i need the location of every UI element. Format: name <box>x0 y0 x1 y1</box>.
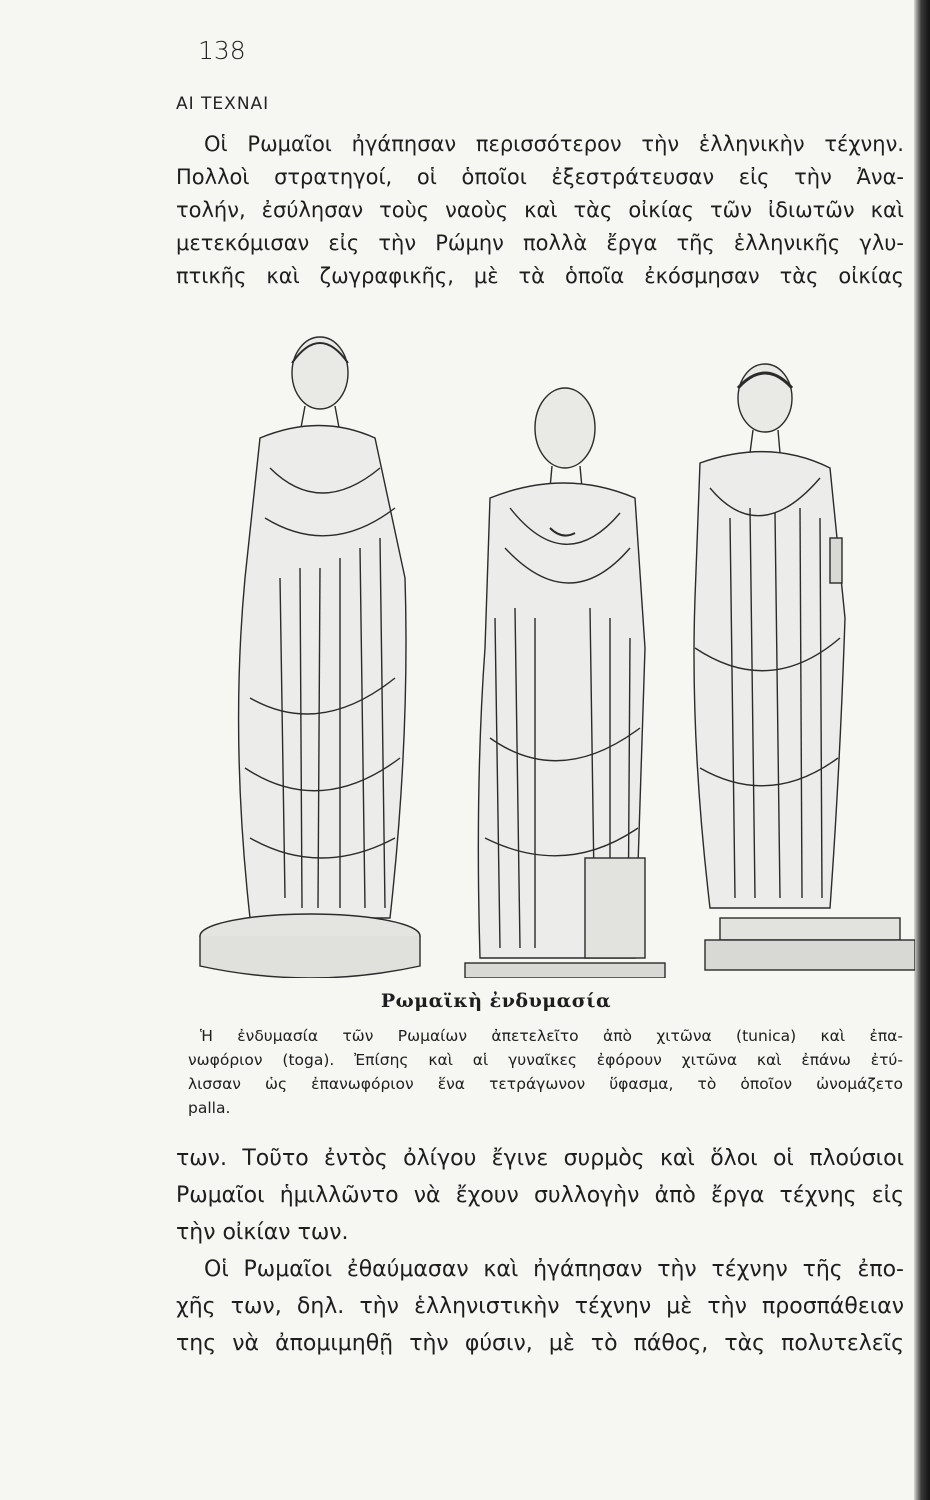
caption-line: νωφόριον (toga). Ἐπίσης καὶ αἱ γυναῖκες ἐφόρουν χιτῶνα καὶ ἐπάνω ἐτύ- <box>188 1051 903 1069</box>
top-paragraph <box>176 128 904 293</box>
text-line: τὴν οἰκίαν των. <box>176 1220 349 1245</box>
text-line: μετεκόμισαν εἰς τὴν Ρώμην πολλὰ ἔργα τῆς ἑλληνικῆς γλυ- <box>176 231 904 255</box>
statues-illustration <box>190 318 915 978</box>
text-line: των. Τοῦτο ἐντὸς ὀλίγου ἔγινε συρμὸς καὶ ὅλοι οἱ πλούσιοι <box>176 1146 904 1171</box>
page-number: 138 <box>198 36 246 65</box>
figure-caption <box>188 1024 903 1120</box>
text-line: Ρωμαῖοι ἡμιλλῶντο νὰ ἔχουν συλλογὴν ἀπὸ ἔργα τέχνης εἰς <box>176 1183 904 1208</box>
text-line: Οἱ Ρωμαῖοι ἠγάπησαν περισσότερον τὴν ἑλληνικὴν τέχνην. <box>204 132 904 156</box>
figure-title: Ρωμαϊκὴ ἐνδυμασία <box>380 990 612 1012</box>
caption-line: λισσαν ὡς ἐπανωφόριον ἕνα τετράγωνον ὕφασμα, τὸ ὁποῖον ὠνομάζετο <box>188 1075 903 1093</box>
text-line: Πολλοὶ στρατηγοί, οἱ ὁποῖοι ἐξεστράτευσαν εἰς τὴν Ἀνα- <box>176 165 904 189</box>
running-head: ΑΙ ΤΕΧΝΑΙ <box>176 94 270 114</box>
statue-woman <box>200 337 420 978</box>
statue-togate-man <box>694 364 915 970</box>
caption-line: palla. <box>188 1099 231 1117</box>
caption-line: Ἡ ἐνδυμασία τῶν Ρωμαίων ἀπετελεῖτο ἀπὸ χιτῶνα (tunica) καὶ ἐπα- <box>200 1027 903 1045</box>
text-line: τολήν, ἐσύλησαν τοὺς ναοὺς καὶ τὰς οἰκίας τῶν ἰδιωτῶν καὶ <box>176 198 904 222</box>
bottom-paragraphs <box>176 1140 904 1362</box>
page-binding-edge <box>914 0 930 1500</box>
text-line: πτικῆς καὶ ζωγραφικῆς, μὲ τὰ ὁποῖα ἐκόσμησαν τὰς οἰκίας <box>176 264 904 288</box>
text-line: χῆς των, δηλ. τὴν ἑλληνιστικὴν τέχνην μὲ τὴν προσπάθειαν <box>176 1294 904 1319</box>
text-line: Οἱ Ρωμαῖοι ἐθαύμασαν καὶ ἠγάπησαν τὴν τέχνην τῆς ἐπο- <box>204 1257 904 1282</box>
statue-toga-man <box>465 388 665 978</box>
text-line: της νὰ ἀπομιμηθῇ τὴν φύσιν, μὲ τὸ πάθος, τὰς πολυτελεῖς <box>176 1331 904 1356</box>
